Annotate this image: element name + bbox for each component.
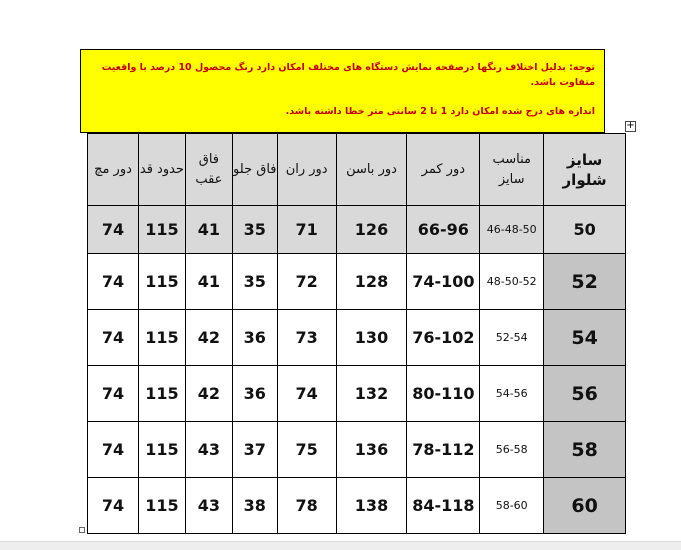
table-move-handle-icon[interactable]: +	[626, 120, 635, 131]
cell-thigh: 73	[277, 310, 336, 366]
cell-height-range: 115	[138, 478, 185, 534]
cell-pants-size: 50	[544, 206, 626, 254]
cell-thigh: 78	[277, 478, 336, 534]
cell-ankle: 74	[88, 478, 139, 534]
table-row	[88, 310, 626, 366]
table-header-row	[88, 134, 626, 206]
cell-height-range: 115	[138, 422, 185, 478]
cell-suitable-size: 46-48-50	[480, 206, 544, 254]
notice-color-warning: توجه: بدلیل اختلاف رنگها درصفحه نمایش دستگاه های مختلف امکان دارد رنگ محصول 10 درصد با واقعیت متفاوت باشد.	[101, 62, 595, 88]
cell-thigh: 74	[277, 366, 336, 422]
cell-front-rise: 38	[232, 478, 277, 534]
cell-hip: 132	[336, 366, 407, 422]
cell-front-rise: 37	[232, 422, 277, 478]
table-row	[88, 422, 626, 478]
cell-height-range: 115	[138, 310, 185, 366]
size-table	[87, 133, 626, 534]
cell-suitable-size: 48-50-52	[480, 254, 544, 310]
cell-front-rise: 35	[232, 254, 277, 310]
cell-suitable-size: 52-54	[480, 310, 544, 366]
cell-pants-size: 56	[544, 366, 626, 422]
cell-ankle: 74	[88, 422, 139, 478]
cell-waist: 66-96	[407, 206, 480, 254]
header-back-rise: فاق عقب	[185, 134, 232, 206]
cell-hip: 138	[336, 478, 407, 534]
header-hip: دور باسن	[336, 134, 407, 206]
header-waist: دور کمر	[407, 134, 480, 206]
header-pants-size: سایز شلوار	[544, 134, 626, 206]
cell-hip: 128	[336, 254, 407, 310]
cell-waist: 74-100	[407, 254, 480, 310]
cell-waist: 78-112	[407, 422, 480, 478]
header-suitable-size: مناسب سایز	[480, 134, 544, 206]
cell-back-rise: 42	[185, 310, 232, 366]
cell-hip: 126	[336, 206, 407, 254]
cell-waist: 76-102	[407, 310, 480, 366]
cell-pants-size: 52	[544, 254, 626, 310]
cell-thigh: 72	[277, 254, 336, 310]
cell-ankle: 74	[88, 366, 139, 422]
cell-ankle: 74	[88, 206, 139, 254]
cell-height-range: 115	[138, 254, 185, 310]
cell-pants-size: 58	[544, 422, 626, 478]
cell-thigh: 75	[277, 422, 336, 478]
cell-waist: 84-118	[407, 478, 480, 534]
table-row	[88, 478, 626, 534]
header-ankle: دور مچ	[88, 134, 139, 206]
cell-hip: 130	[336, 310, 407, 366]
table-row	[88, 206, 626, 254]
table-resize-handle-icon[interactable]	[79, 527, 85, 533]
notice-banner	[80, 49, 605, 133]
header-thigh: دور ران	[277, 134, 336, 206]
cell-height-range: 115	[138, 366, 185, 422]
cell-waist: 80-110	[407, 366, 480, 422]
cell-ankle: 74	[88, 254, 139, 310]
header-height-range: حدود قد	[138, 134, 185, 206]
cell-back-rise: 43	[185, 422, 232, 478]
cell-hip: 136	[336, 422, 407, 478]
header-front-rise: فاق جلو	[232, 134, 277, 206]
cell-front-rise: 36	[232, 310, 277, 366]
cell-front-rise: 35	[232, 206, 277, 254]
cell-back-rise: 43	[185, 478, 232, 534]
cell-back-rise: 41	[185, 206, 232, 254]
cell-suitable-size: 54-56	[480, 366, 544, 422]
cell-thigh: 71	[277, 206, 336, 254]
cell-pants-size: 60	[544, 478, 626, 534]
cell-back-rise: 42	[185, 366, 232, 422]
cell-height-range: 115	[138, 206, 185, 254]
cell-front-rise: 36	[232, 366, 277, 422]
cell-pants-size: 54	[544, 310, 626, 366]
cell-ankle: 74	[88, 310, 139, 366]
notice-size-tolerance: اندازه های درج شده امکان دارد 1 تا 2 سانتی متر خطا داشته باشد.	[285, 106, 595, 117]
cell-suitable-size: 56-58	[480, 422, 544, 478]
table-row	[88, 366, 626, 422]
table-row	[88, 254, 626, 310]
cell-suitable-size[interactable]: 58-60	[480, 478, 544, 534]
cell-back-rise: 41	[185, 254, 232, 310]
